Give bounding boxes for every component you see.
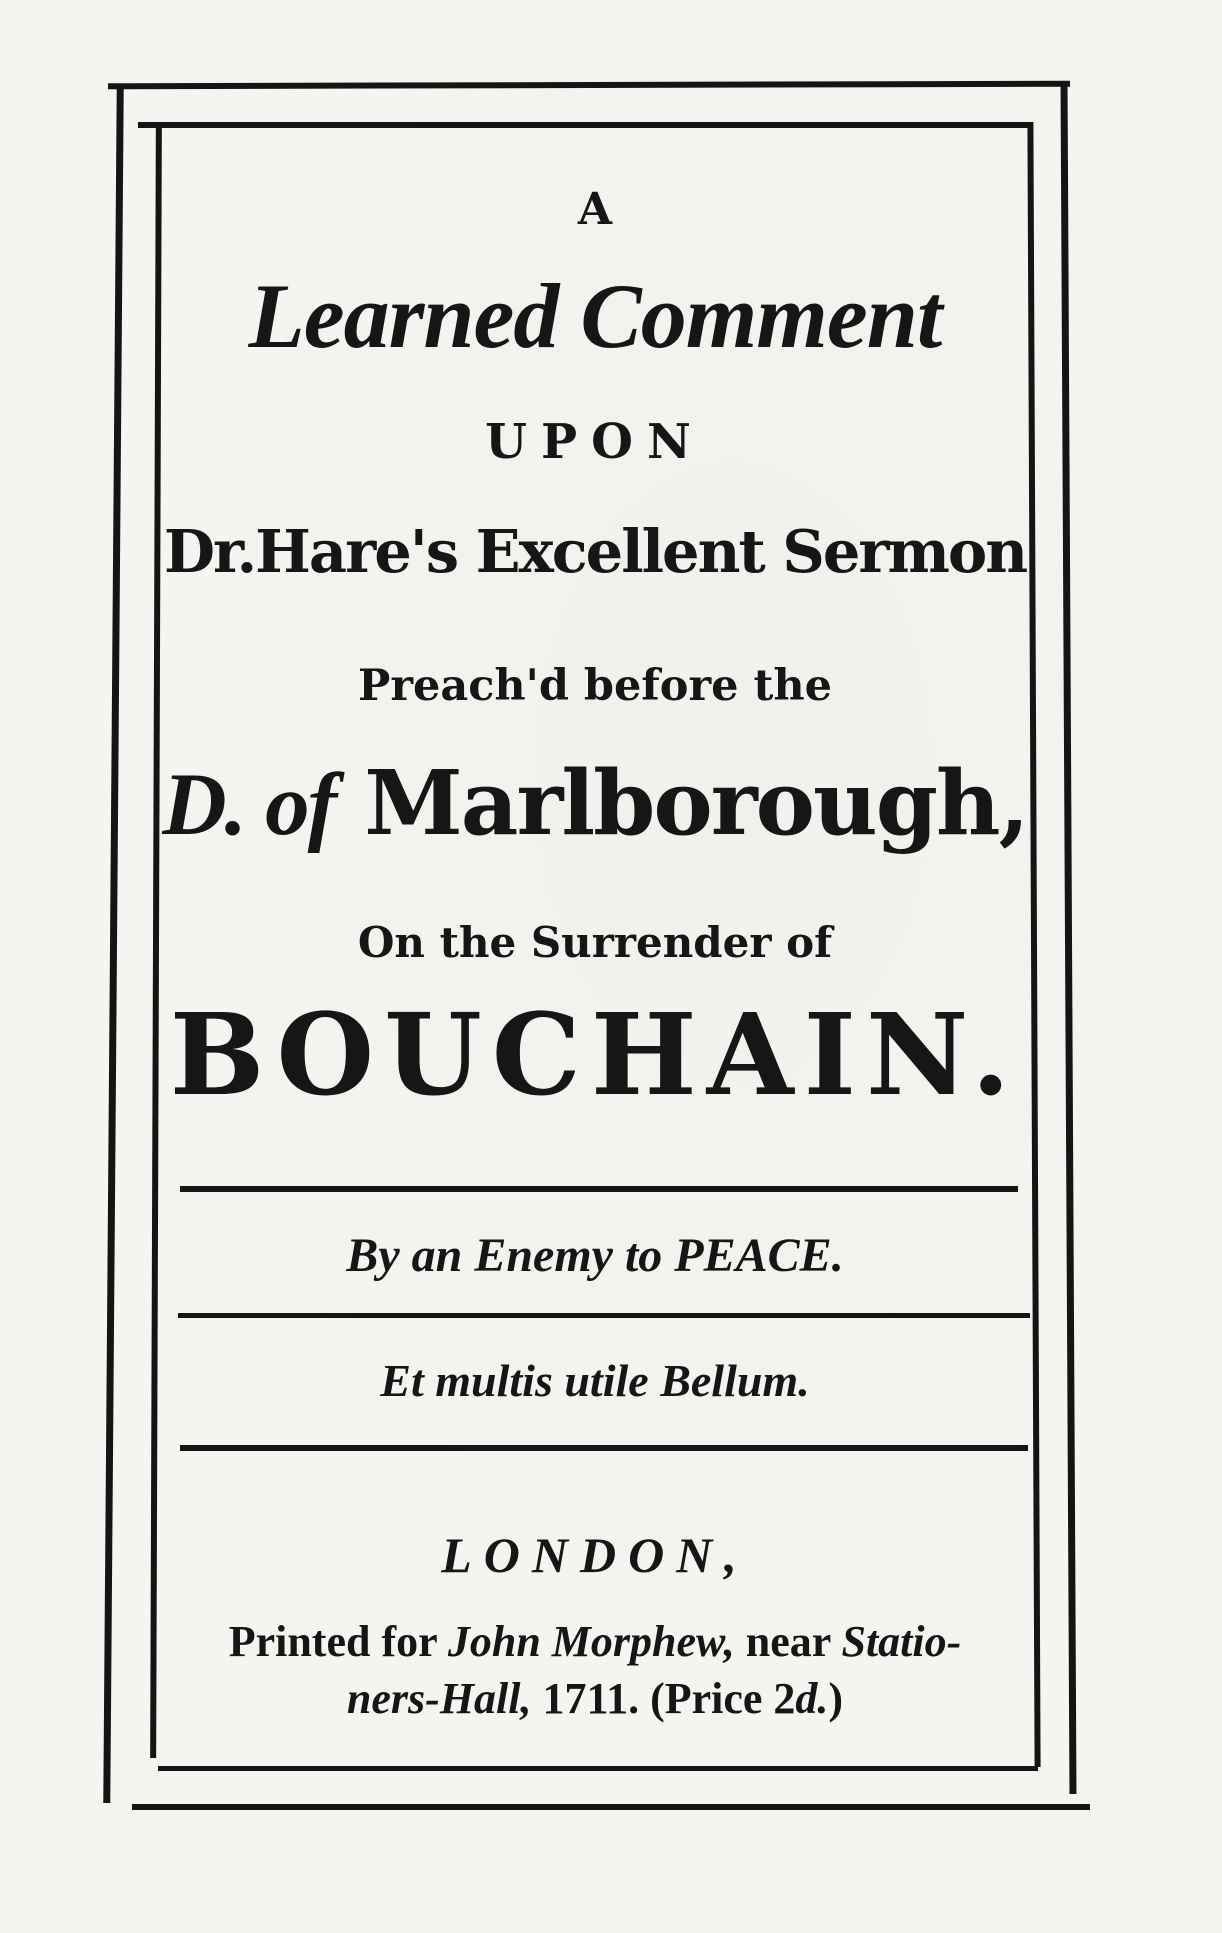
- inner-border-top: [138, 122, 1028, 128]
- author-line: By an Enemy to PEACE.: [346, 1229, 844, 1282]
- imprint-year-price: 1711. (Price 2: [531, 1674, 796, 1723]
- outer-border-top: [108, 81, 1070, 90]
- title-article: A: [577, 184, 613, 235]
- separator-rule-3: [180, 1445, 1028, 1451]
- title-surrender: On the Surrender of: [357, 918, 833, 967]
- title-upon: UPON: [485, 414, 705, 470]
- title-duke-name: Marlborough,: [364, 750, 1028, 855]
- imprint-printed-for: Printed for: [228, 1617, 448, 1666]
- separator-rule-2: [178, 1313, 1030, 1318]
- imprint-location-start: Statio-: [841, 1617, 962, 1666]
- title-bouchain: BOUCHAIN.: [169, 990, 1021, 1121]
- imprint-near: near: [734, 1617, 842, 1666]
- title-preached: Preach'd before the: [358, 661, 832, 711]
- imprint-line-1: [159, 1617, 1031, 1666]
- outer-border-right: [1061, 82, 1077, 1794]
- imprint-publisher: John Morphew,: [447, 1617, 735, 1666]
- motto-line: Et multis utile Bellum.: [380, 1355, 810, 1406]
- title-sermon: Dr.Hare's Excellent Sermon: [163, 517, 1027, 586]
- imprint-price-unit: d.: [795, 1674, 829, 1723]
- imprint-close-paren: ): [828, 1674, 844, 1723]
- imprint-line-2: [159, 1674, 1031, 1723]
- title-main: Learned Comment: [248, 265, 942, 367]
- outer-border-left: [103, 88, 123, 1803]
- imprint-location-end: ners-Hall,: [346, 1674, 532, 1723]
- inner-border-bottom: [158, 1766, 1038, 1771]
- outer-border-bottom: [132, 1804, 1090, 1810]
- title-duke: [159, 750, 1031, 855]
- title-duke-prefix: D. of: [162, 756, 336, 854]
- place-of-publication: LONDON,: [441, 1527, 749, 1583]
- separator-rule-1: [180, 1186, 1018, 1192]
